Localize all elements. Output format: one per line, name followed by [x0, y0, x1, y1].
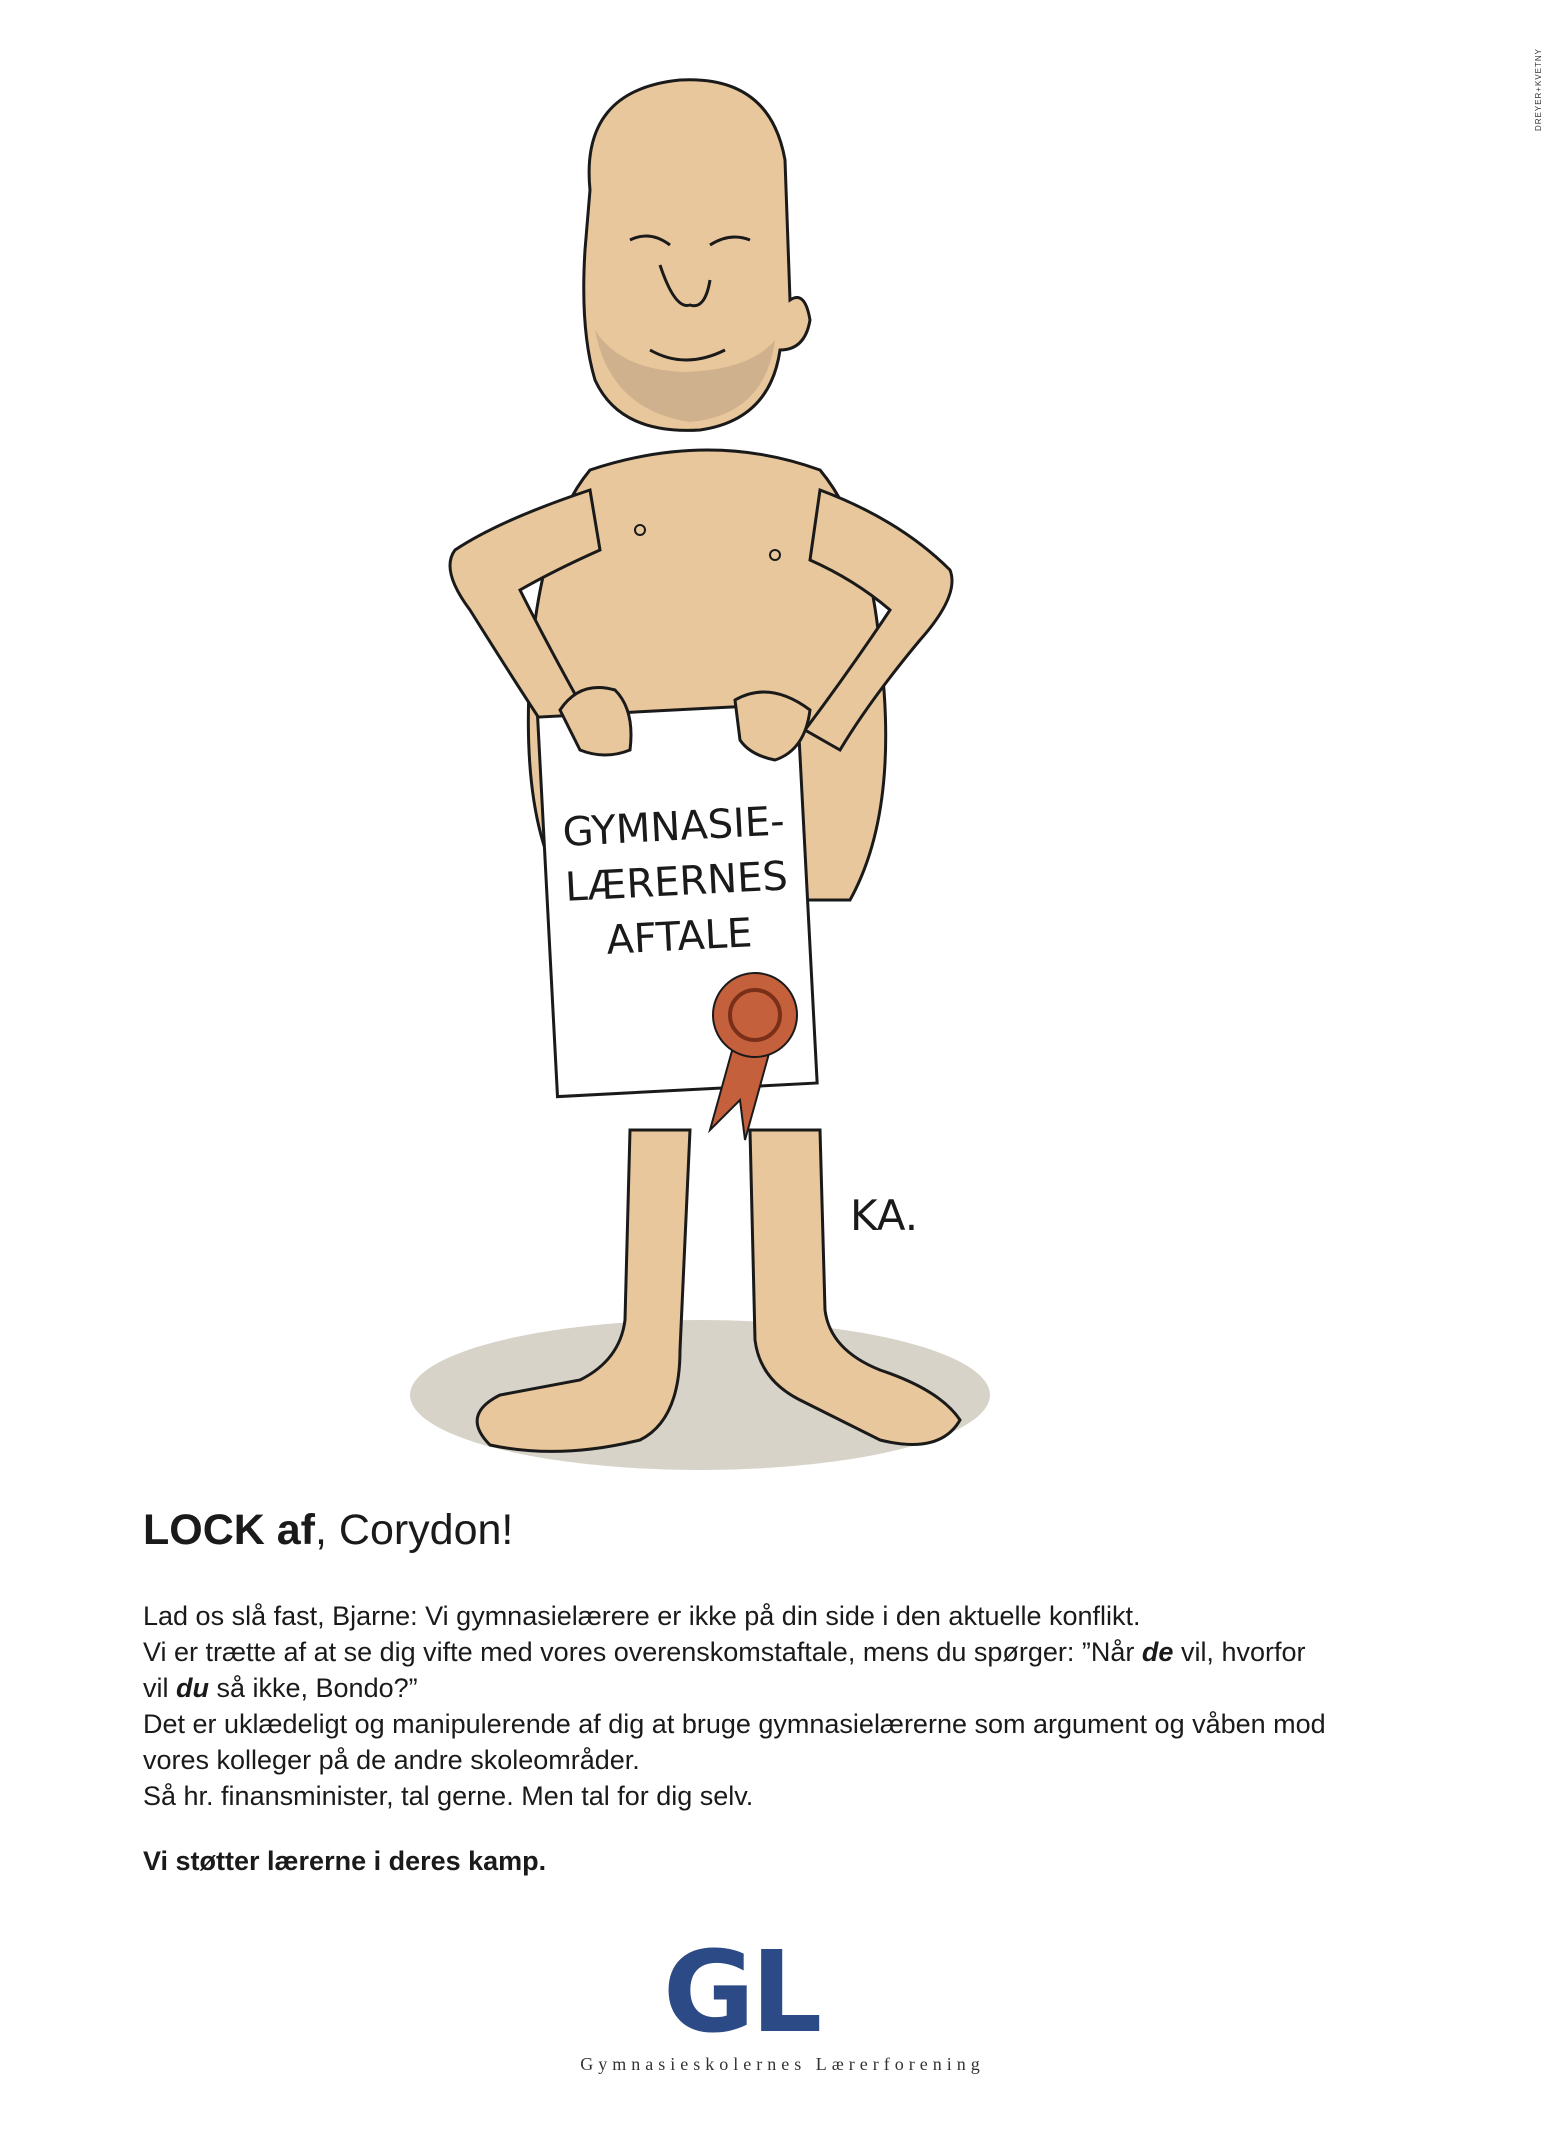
headline-bold: LOCK af [143, 1506, 315, 1554]
support-line: Vi støtter lærerne i deres kamp. [143, 1846, 547, 1876]
caricature-illustration [380, 50, 1140, 1510]
left-leg [477, 1130, 690, 1451]
artist-signature: KA. [850, 1191, 919, 1240]
body-line: Det er uklædeligt og manipulerende af dig at bruge gymnasielærerne som argument og våben mod [143, 1709, 1326, 1739]
body-line: vores kolleger på de andre skoleområder. [143, 1745, 640, 1775]
body-line: Vi er trætte af at se dig vifte med vores overenskomstaftale, mens du spørger: ”Når de vil, hvorfor [143, 1637, 1306, 1667]
body-line: Så hr. finansminister, tal gerne. Men tal for dig selv. [143, 1781, 754, 1811]
photo-credit: DREYER+KVETNY [1534, 48, 1543, 132]
emphasis-du: du [176, 1673, 209, 1703]
sign-line-3: AFTALE [605, 910, 754, 964]
headline [143, 1506, 513, 1555]
body-line: Lad os slå fast, Bjarne: Vi gymnasielærere er ikke på din side i den aktuelle konflikt. [143, 1601, 1141, 1631]
organization-name: Gymnasieskolernes Lærerforening [580, 2054, 985, 2074]
gl-logo: GL [663, 1928, 819, 2058]
body-line: vil du så ikke, Bondo?” [143, 1673, 418, 1703]
headline-rest: , Corydon! [315, 1506, 514, 1554]
sign-line-2: LÆRERNES [564, 853, 789, 911]
emphasis-de: de [1141, 1637, 1174, 1667]
body-text [143, 1598, 1423, 1814]
sign-line-1: GYMNASIE- [561, 798, 786, 856]
